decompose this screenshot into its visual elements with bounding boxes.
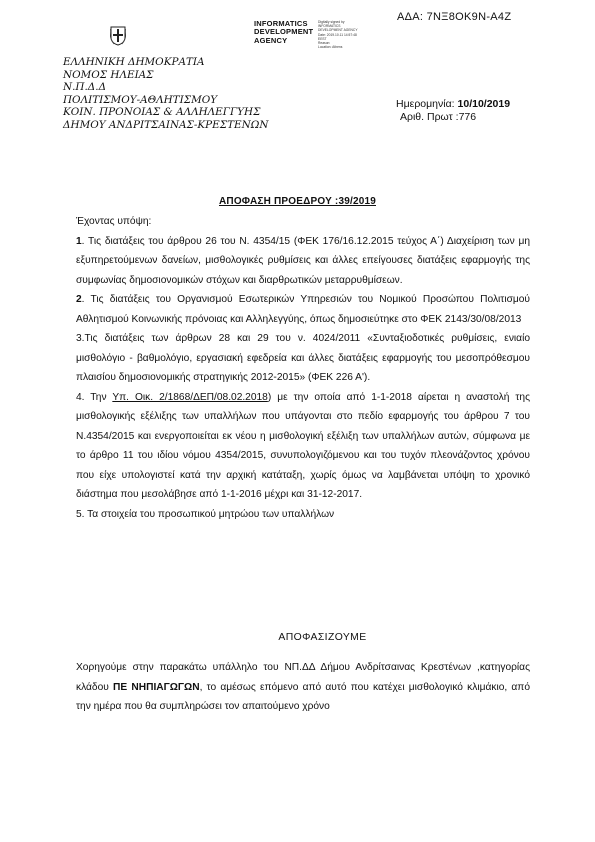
document-date [396, 98, 510, 111]
header-line: ΕΛΛΗΝΙΚΗ ΔΗΜΟΚΡΑΤΙΑ [63, 56, 205, 68]
circular-reference: Υπ. Οικ. 2/1868/ΔΕΠ/08.02.2018 [112, 391, 268, 403]
intro-text: Έχοντας υπόψη: [76, 216, 152, 227]
agency-name-line: INFORMATICS [254, 19, 308, 28]
signature-stamp [254, 19, 358, 50]
consideration-item-5: 5. Τα στοιχεία του προσωπικού μητρώου των υπαλλήλων [76, 508, 335, 520]
date-label: Ημερομηνία: [396, 98, 458, 110]
digital-signature-text: Digitally signed by INFORMATICS DEVELOPMENT AGENCY Date: 2019.10.11 14:57:48 EEST Reason: Location: Athens [318, 20, 358, 50]
header-line: ΚΟΙΝ. ΠΡΟΝΟΙΑΣ & ΑΛΛΗΛΕΓΓΥΗΣ [63, 106, 261, 119]
protocol-value: 776 [458, 111, 477, 123]
header-line: Ν.Π.Δ.Δ [63, 81, 107, 94]
date-value: 10/10/2019 [457, 98, 511, 110]
consideration-item-4: 4. Την Υπ. Οικ. 2/1868/ΔΕΠ/08.02.2018) με την οποία από 1-1-2018 αίρεται η αναστολή της μισθολογικής εξέλιξης των υπαλλήλων που υπάγονται στο πεδίο εφαρμογής του άρθρου 7 του Ν.4354/2015 και ενεργοποιείται εκ νέου η μισθολογική εξέλιξη των υπαλλήλων αυτών, σύμφωνα με το άρθρο 11 του ιδίου νόμου 4354/2015, συνυπολογιζόμενου και του τυχόν πλεονάζοντος χρόνου που είχε υπολογιστεί κατά την αρχική κατάταξη, χωρίς όμως να λαμβάνεται υπόψη το χρονικό διάστημα που μεσολάβησε από 1-1-2016 μέχρι και 31-12-2017. [76, 391, 530, 500]
hellenic-emblem-icon [110, 26, 126, 46]
decide-heading: ΑΠΟΦΑΣΙΖΟΥΜΕ [278, 632, 367, 643]
header-line: ΝΟΜΟΣ ΗΛΕΙΑΣ [63, 68, 154, 81]
ada-code: ΑΔΑ: 7ΝΞ8ΟΚ9Ν-Α4Ζ [397, 11, 512, 23]
protocol-number [400, 111, 476, 123]
agency-name-line: AGENCY [254, 35, 288, 45]
agency-name-line: DEVELOPMENT [254, 27, 314, 37]
considerations-body [76, 212, 530, 524]
consideration-item-2: 2. Τις διατάξεις του Οργανισμού Εσωτερικών Υπηρεσιών του Νομικού Προσώπου Πολιτισμού Αθλητισμού Κοινωνικής πρόνοιας και Αλληλεγγύης, όπως δημοσιεύτηκε στο ΦΕΚ 2143/30/08/2013 [76, 294, 530, 325]
issuer-header [63, 56, 268, 132]
protocol-label: Αριθ. Πρωτ : [400, 111, 459, 123]
header-line: ΠΟΛΙΤΙΣΜΟΥ-ΑΘΛΗΤΙΣΜΟΥ [63, 93, 218, 106]
category-branch: ΠΕ ΝΗΠΙΑΓΩΓΩΝ [113, 681, 200, 693]
decision-text: Χορηγούμε στην παρακάτω υπάλληλο του ΝΠ.ΔΔ Δήμου Ανδρίτσαινας Κρεστένων ,κατηγορίας κλάδου ΠΕ ΝΗΠΙΑΓΩΓΩΝ, το αμέσως επόμενο από αυτό που κατέχει μισθολογικό κλιμάκιο, από την ημέρα που θα συμπληρώσει τον απαιτούμενο χρόνο [76, 662, 530, 712]
decision-title: ΑΠΟΦΑΣΗ ΠΡΟΕΔΡΟΥ :39/2019 [218, 196, 376, 207]
decision-body [76, 658, 530, 717]
consideration-item-1: 1. Τις διατάξεις του άρθρου 26 του Ν. 4354/15 (ΦΕΚ 176/16.12.2015 τεύχος Α΄) Διαχείριση των μη εξυπηρετούμενων δανείων, μισθολογικές ρυθμίσεις και άλλες επείγουσες διατάξεις εφαρμογής της συμφωνίας δημοσιονομικών στόχων και διαρθρωτικών μεταρρυθμίσεων. [76, 235, 530, 286]
consideration-item-3: 3.Τις διατάξεις των άρθρων 28 και 29 του ν. 4024/2011 «Συνταξιοδοτικές ρυθμίσεις, ενιαίο μισθολόγιο - βαθμολόγιο, εργασιακή εφεδρεία και άλλες διατάξεις εφαρμογής του μεσοπρόθεσμου πλαισίου δημοσιονομικής στρατηγικής 2012-2015» (ΦΕΚ 226 Α'). [76, 333, 530, 383]
header-line: ΔΗΜΟΥ ΑΝΔΡΙΤΣΑΙΝΑΣ-ΚΡΕΣΤΕΝΩΝ [63, 118, 269, 131]
